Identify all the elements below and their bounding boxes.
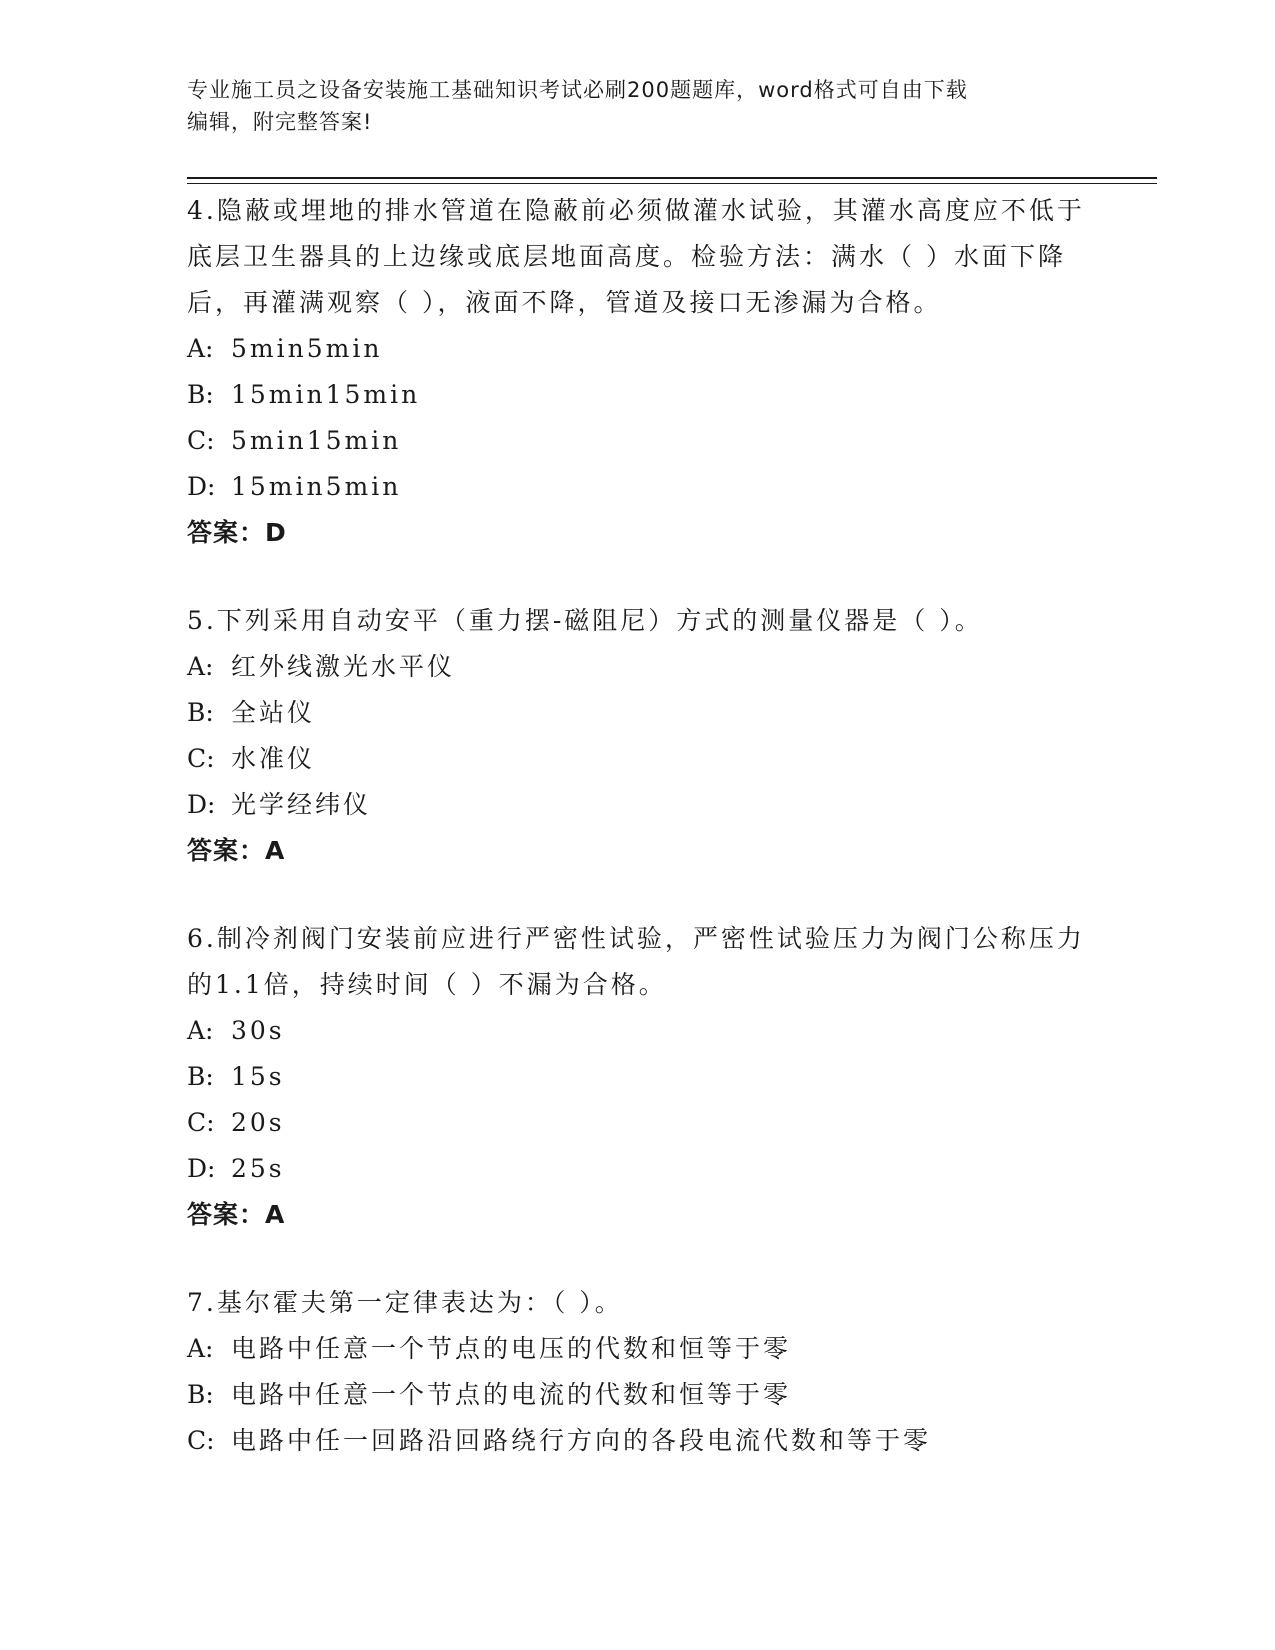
option-d [187, 782, 1087, 828]
option-letter: C: [187, 426, 215, 455]
option-letter: A: [187, 1334, 214, 1363]
option-c [187, 1100, 1087, 1146]
question-text: 4.隐蔽或埋地的排水管道在隐蔽前必须做灌水试验，其灌水高度应不低于底层卫生器具的上边缘或底层地面高度。检验方法：满水（ ）水面下降后，再灌满观察（ ），液面不降，管道及接口无渗漏为合格。 [187, 196, 1085, 317]
option-text: 25s [231, 1154, 285, 1183]
option-letter: D: [187, 472, 216, 501]
option-text: 15min15min [231, 380, 421, 409]
option-text: 5min15min [231, 426, 402, 455]
option-text: 红外线激光水平仪 [231, 652, 456, 681]
question-text: 6.制冷剂阀门安装前应进行严密性试验，严密性试验压力为阀门公称压力的1.1倍，持续时间（ ）不漏为合格。 [187, 924, 1085, 999]
option-text: 15s [231, 1062, 285, 1091]
option-letter: A: [187, 1016, 214, 1045]
option-letter: B: [187, 1380, 214, 1409]
option-text: 光学经纬仪 [231, 790, 372, 819]
option-text: 电路中任一回路沿回路绕行方向的各段电流代数和等于零 [231, 1426, 932, 1455]
option-b [187, 690, 1087, 736]
option-letter: B: [187, 698, 214, 727]
option-letter: C: [187, 1108, 215, 1137]
question-item [187, 188, 1087, 556]
question-item [187, 598, 1087, 874]
option-b [187, 372, 1087, 418]
option-letter: A: [187, 334, 214, 363]
option-text: 电路中任意一个节点的电压的代数和恒等于零 [231, 1334, 792, 1363]
option-a [187, 1326, 1087, 1372]
option-a [187, 644, 1087, 690]
option-text: 5min5min [231, 334, 383, 363]
option-letter: B: [187, 380, 214, 409]
answer-line: 答案：A [187, 1200, 286, 1229]
question-item [187, 916, 1087, 1238]
option-text: 电路中任意一个节点的电流的代数和恒等于零 [231, 1380, 792, 1409]
option-c [187, 736, 1087, 782]
question-list [187, 188, 1087, 1506]
answer-line: 答案：A [187, 836, 286, 865]
option-d [187, 1146, 1087, 1192]
option-letter: B: [187, 1062, 214, 1091]
question-text: 5.下列采用自动安平（重力摆-磁阻尼）方式的测量仪器是（ ）。 [187, 606, 983, 635]
question-text: 7.基尔霍夫第一定律表达为：（ ）。 [187, 1288, 623, 1317]
option-c [187, 418, 1087, 464]
option-d [187, 464, 1087, 510]
header-line-1: 专业施工员之设备安装施工基础知识考试必刷200题题库，word格式可自由下载 [187, 78, 968, 102]
option-letter: A: [187, 652, 214, 681]
option-b [187, 1372, 1087, 1418]
option-a [187, 326, 1087, 372]
option-text: 20s [231, 1108, 285, 1137]
question-item [187, 1280, 1087, 1464]
answer-line: 答案：D [187, 518, 287, 547]
document-header [187, 74, 1087, 138]
header-line-2: 编辑，附完整答案! [187, 110, 373, 134]
option-letter: D: [187, 1154, 216, 1183]
option-letter: C: [187, 744, 215, 773]
option-letter: D: [187, 790, 216, 819]
option-b [187, 1054, 1087, 1100]
header-divider-thin [187, 183, 1157, 184]
option-text: 全站仪 [231, 698, 316, 727]
option-text: 30s [231, 1016, 285, 1045]
option-text: 15min5min [231, 472, 402, 501]
option-text: 水准仪 [231, 744, 316, 773]
option-letter: C: [187, 1426, 215, 1455]
option-a [187, 1008, 1087, 1054]
option-c [187, 1418, 1087, 1464]
header-divider-thick [187, 177, 1157, 179]
